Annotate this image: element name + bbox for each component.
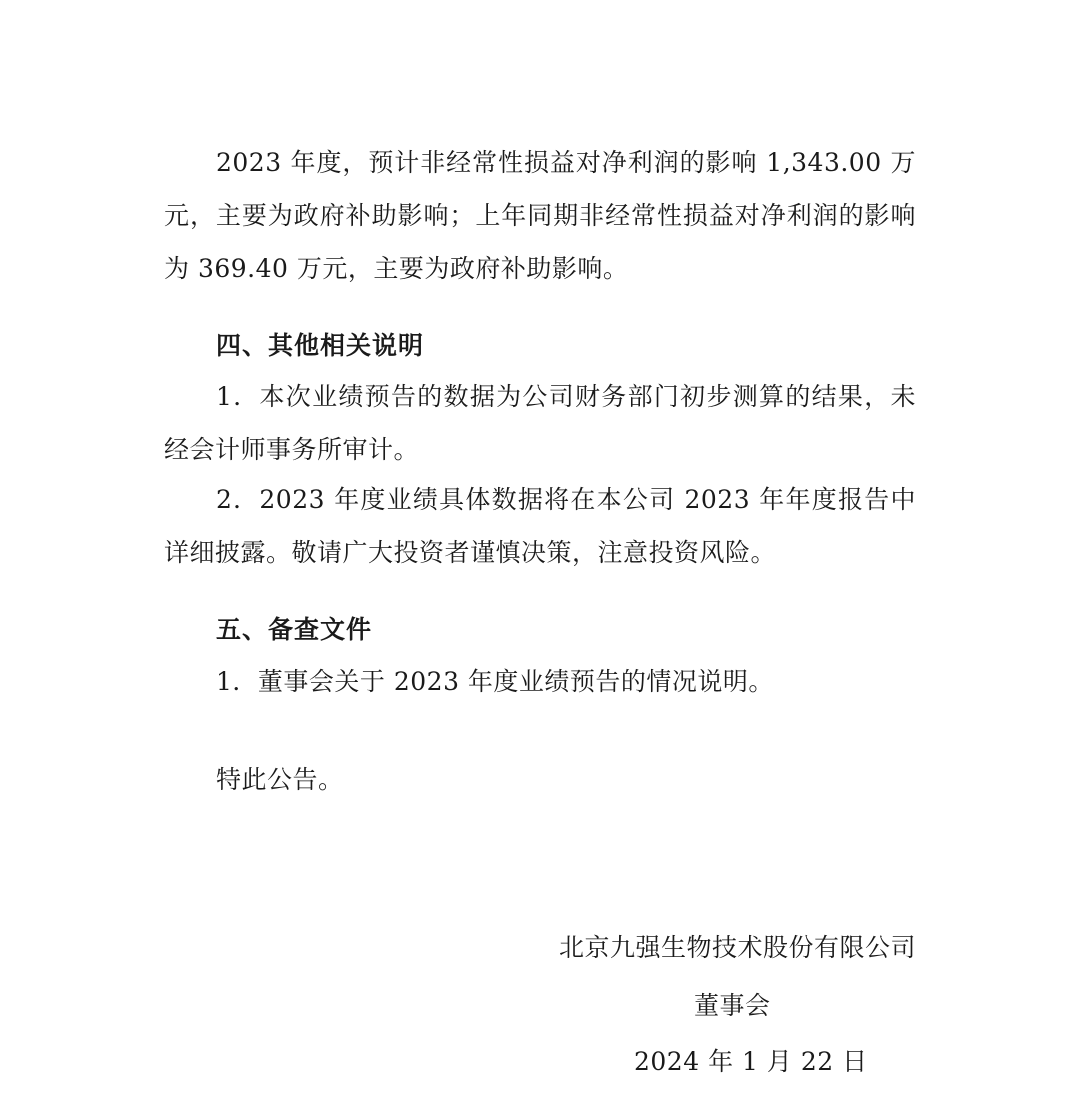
signature-company: 北京九强生物技术股份有限公司: [558, 933, 916, 962]
section-heading-other-notes: 四、其他相关说明: [216, 331, 425, 360]
signature-date: 2024 年 1 月 22 日: [634, 1047, 868, 1076]
note-item-1: 1．本次业绩预告的数据为公司财务部门初步测算的结果，未经会计师事务所审计。: [164, 382, 916, 464]
section-heading-reference-documents: 五、备查文件: [216, 615, 373, 644]
closing-statement: 特此公告。: [216, 765, 344, 794]
signature-board: 董事会: [694, 991, 771, 1020]
note-item-2: 2．2023 年度业绩具体数据将在本公司 2023 年年度报告中详细披露。敬请广大投资者谨慎决策，注意投资风险。: [164, 485, 916, 567]
non-recurring-profit-paragraph: 2023 年度，预计非经常性损益对净利润的影响 1,343.00 万元，主要为政府补助影响；上年同期非经常性损益对净利润的影响为 369.40 万元，主要为政府补助影响。: [164, 148, 916, 283]
reference-item-1: 1．董事会关于 2023 年度业绩预告的情况说明。: [216, 667, 774, 696]
